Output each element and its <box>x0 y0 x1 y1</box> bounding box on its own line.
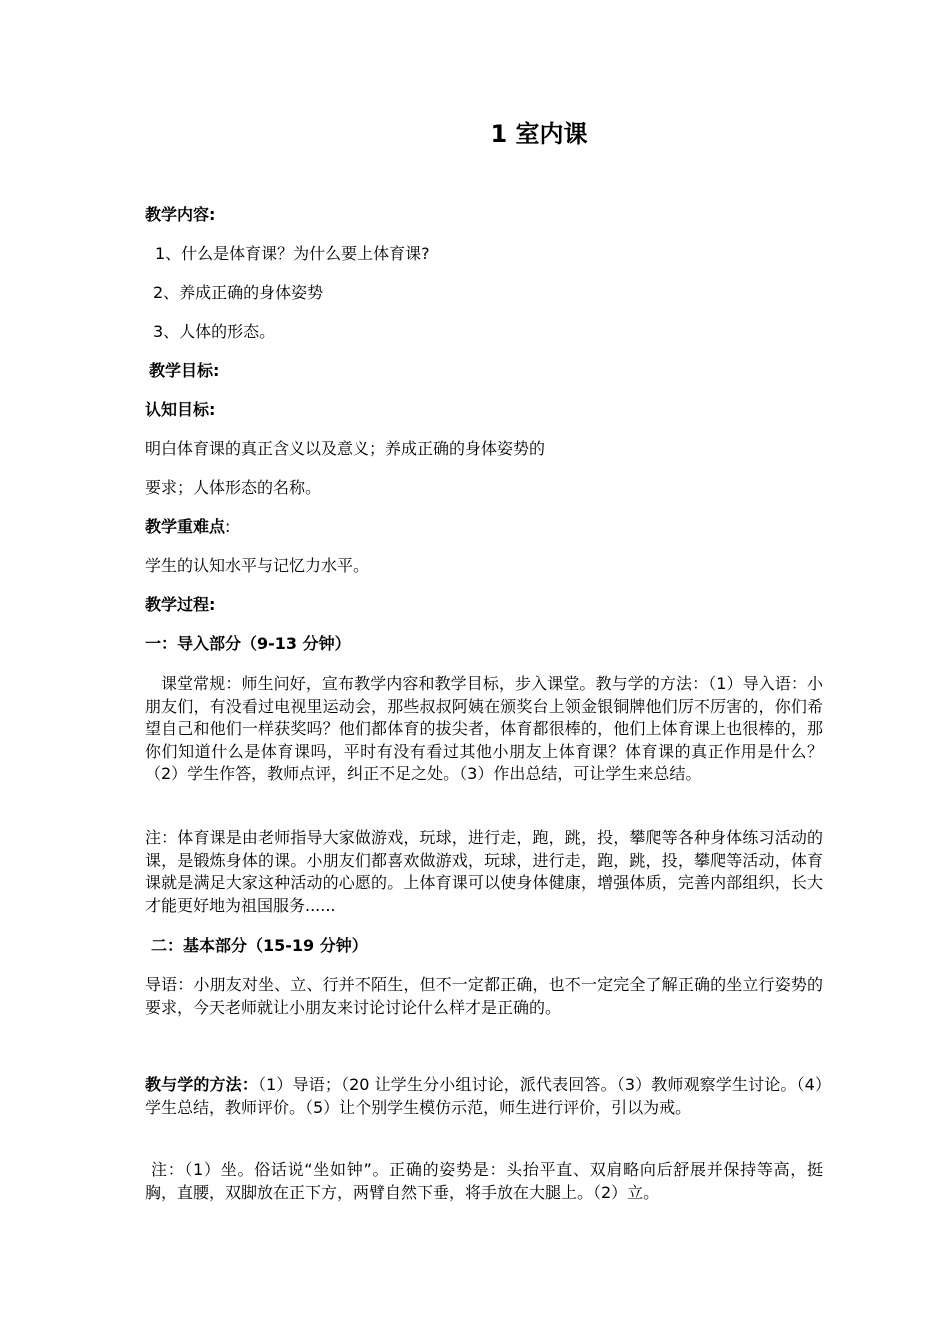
cognitive-text-line-2: 要求；人体形态的名称。 <box>145 478 322 497</box>
methods-paragraph <box>145 1074 823 1119</box>
process-heading: 教学过程: <box>145 595 216 614</box>
part2-heading: 二：基本部分（15-19 分钟） <box>151 936 368 955</box>
methods-text: （1）导语；（20 让学生分小组讨论，派代表回答。（3）教师观察学生讨论。（4）学生总结，教师评价。（5）让个别学生模仿示范，师生进行评价，引以为戒。 <box>145 1075 823 1117</box>
part1-paragraph: 课堂常规：师生问好，宣布教学内容和教学目标，步入课堂。教与学的方法：（1）导入语：小朋友们，有没看过电视里运动会，那些叔叔阿姨在颁奖台上领金银铜牌他们厉不厉害的，你们希望自己和他们一样获奖吗？他们都体育的拔尖者，体育都很棒的，他们上体育课上也很棒的，那你们知道什么是体育课吗，平时有没有看过其他小朋友上体育课？体育课的真正作用是什么？（2）学生作答，教师点评，纠正不足之处。（3）作出总结，可让学生来总结。 <box>145 674 823 783</box>
content-item-1: 1、什么是体育课？为什么要上体育课? <box>155 244 430 263</box>
part2-intro: 导语：小朋友对坐、立、行并不陌生，但不一定都正确，也不一定完全了解正确的坐立行姿势的要求，今天老师就让小朋友来讨论讨论什么样才是正确的。 <box>145 975 823 1017</box>
content-item-3: 3、人体的形态。 <box>153 322 276 341</box>
difficulty-heading: 教学重难点 <box>145 517 226 536</box>
posture-note: 注：（1）坐。俗话说“坐如钟”。正确的姿势是：头抬平直、双肩略向后舒展并保持等高，挺胸，直腰，双脚放在正下方，两臂自然下垂，将手放在大腿上。（2）立。 <box>145 1160 823 1202</box>
page-title: 1 室内课 <box>490 120 588 148</box>
methods-label: 教与学的方法： <box>145 1075 258 1094</box>
difficulty-text: 学生的认知水平与记忆力水平。 <box>145 556 370 575</box>
goal-heading: 教学目标: <box>149 361 220 380</box>
content-item-2: 2、养成正确的身体姿势 <box>153 283 324 302</box>
difficulty-colon: : <box>225 517 231 536</box>
content-heading: 教学内容: <box>145 205 216 224</box>
difficulty-heading-line <box>145 517 230 537</box>
cognitive-text-line-1: 明白体育课的真正含义以及意义；养成正确的身体姿势的 <box>145 439 546 458</box>
part1-heading: 一：导入部分（9-13 分钟） <box>145 634 351 653</box>
part1-note: 注：体育课是由老师指导大家做游戏，玩球，进行走，跑，跳，投，攀爬等各种身体练习活动的课，是锻炼身体的课。小朋友们都喜欢做游戏，玩球，进行走，跑，跳，投，攀爬等活动，体育课就是满足大家这种活动的心愿的。上体育课可以使身体健康，增强体质，完善内部组织，长大才能更好地为祖国服务...... <box>145 828 823 915</box>
cognitive-heading: 认知目标: <box>145 400 216 419</box>
